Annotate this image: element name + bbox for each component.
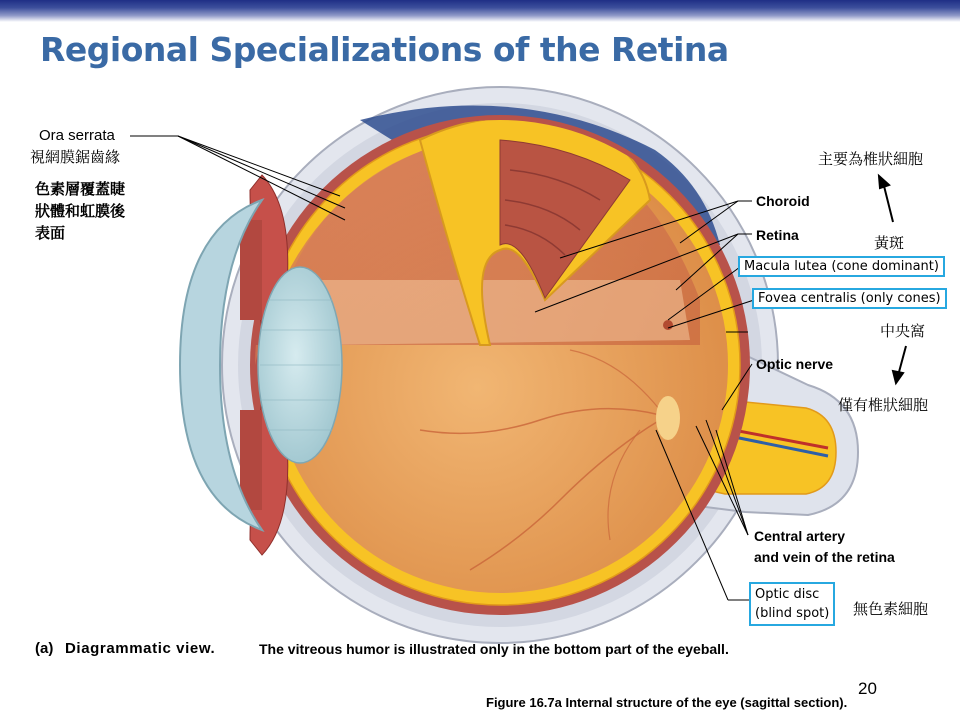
arrows [879,176,906,383]
label-fovea-centralis-box: Fovea centralis (only cones) [752,288,947,309]
label-central-artery-1: Central artery [754,528,846,544]
label-central-artery-2: and vein of the retina [754,549,895,565]
label-optic-nerve: Optic nerve [756,356,834,372]
label-macula-note-zh: 主要為椎狀細胞 [818,150,924,168]
label-fovea-zh: 中央窩 [880,322,926,340]
optic-disc [656,396,680,440]
figure-caption: Figure 16.7a Internal structure of the eye (sagittal section). [486,695,848,710]
label-optic-disc-2: (blind spot) [755,606,830,621]
page-number: 20 [858,679,877,698]
label-fovea-note-zh: 僅有椎狀細胞 [838,396,929,414]
label-choroid: Choroid [756,193,810,209]
caption-part: (a) [35,640,54,657]
label-pigment-note-3: 表面 [35,224,66,242]
label-macula-zh: 黃斑 [874,234,905,252]
caption-heading: Diagrammatic view. [65,640,216,657]
label-optic-disc-zh: 無色素細胞 [853,600,929,618]
label-pigment-note-1: 色素層覆蓋睫 [35,180,126,198]
label-ora-serrata-zh: 視網膜鋸齒緣 [30,148,121,166]
label-optic-disc-1: Optic disc [755,587,820,602]
label-macula-lutea-box: Macula lutea (cone dominant) [738,256,945,277]
fovea-pit [663,320,673,330]
page-title: Regional Specializations of the Retina [40,30,729,69]
label-pigment-note-2: 狀體和虹膜後 [35,202,126,220]
label-retina: Retina [756,227,799,243]
caption-text: The vitreous humor is illustrated only in the bottom part of the eyeball. [259,641,729,657]
label-ora-serrata: Ora serrata [39,127,115,144]
label-optic-disc-box [749,582,835,626]
vitreous-humor-slab [320,280,690,345]
